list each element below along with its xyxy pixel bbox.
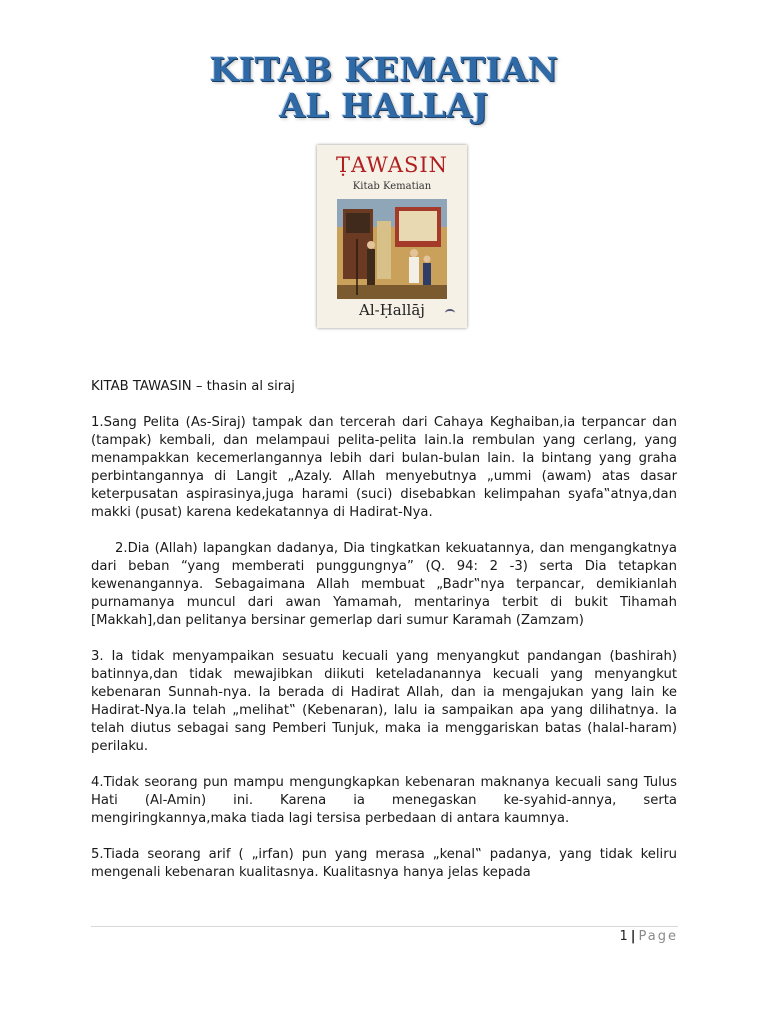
paragraph-4: 4.Tidak seorang pun mampu mengungkapkan kebenaran maknanya kecuali sang Tulus Hati (Al-Amin) ini. Karena ia menegaskan ke-syahid-annya, serta mengiringkannya,maka tiada lagi tersisa perbedaan di antara kaumnya. [91,775,677,826]
cover-illustration [337,199,447,299]
paragraph-1: 1.Sang Pelita (As-Siraj) tampak dan tercerah dari Cahaya Keghaiban,ia terpancar dan (tampak) kembali, dan melampaui pelita-pelita lain.Ia rembulan yang cerlang, yang menampakkan kecemerlangannya lebih dari bulan-bulan lain. Ia bintang yang graha perbintangannya di Langit „Azaly. Allah menyebutnya „ummi (awam) atas dasar keterpusatan aspirasinya,juga harami (suci) disebabkan kelimpahan syafa‟atnya,dan makki (pusat) karena kedekatannya di Hadirat-Nya. [91,415,677,520]
page-label: Page [638,929,678,944]
cover-subtitle: Kitab Kematian [352,181,432,192]
footer-separator: | [630,929,636,944]
page-number: 1 [619,929,628,944]
paragraph-3: 3. Ia tidak menyampaikan sesuatu kecuali yang menyangkut pandangan (bashirah) batinnya,dan tidak mewajibkan diikuti keteladanannya kecuali yang menyangkut kebenaran Sunnah-nya. Ia berada di Hadirat Allah, dan ia mengajukan yang lain ke Hadirat-Nya.Ia telah „melihat‟ (Kebenaran), lalu ia sampaikan apa yang dilihatnya. Ia telah diutus sebagai sang Pemberi Tunjuk, maka ia menggariskan batas (halal-haram) perilaku. [91,649,677,754]
title-line-1: KITAB KEMATIAN [209,50,559,89]
book-cover-image [317,145,467,328]
document-body [91,378,677,900]
footer-divider [91,926,678,927]
cover-title: ṬAWASIN [335,153,449,177]
publisher-logo-icon [445,309,455,317]
document-title [0,52,768,124]
section-heading: KITAB TAWASIN – thasin al siraj [91,379,295,394]
page-footer [619,929,678,944]
cover-author: Al-Ḥallāj [359,301,425,319]
title-line-2: AL HALLAJ [279,86,489,125]
paragraph-5: 5.Tiada seorang arif ( „irfan) pun yang merasa „kenal‟ padanya, yang tidak keliru mengenali kebenaran kualitasnya. Kualitasnya hanya jelas kepada [91,847,677,880]
paragraph-2: 2.Dia (Allah) lapangkan dadanya, Dia tingkatkan kekuatannya, dan mengangkatnya dari beban “yang memberati punggungnya” (Q. 94: 2 -3) serta Dia tetapkan kewenangannya. Sebagaimana Allah membuat „Badr‟nya terpancar, demikianlah purnamanya muncul dari awan Yamamah, mentarinya terbit di bukit Tihamah [Makkah],dan pelitanya bersinar gemerlap dari sumur Karamah (Zamzam) [91,541,677,628]
